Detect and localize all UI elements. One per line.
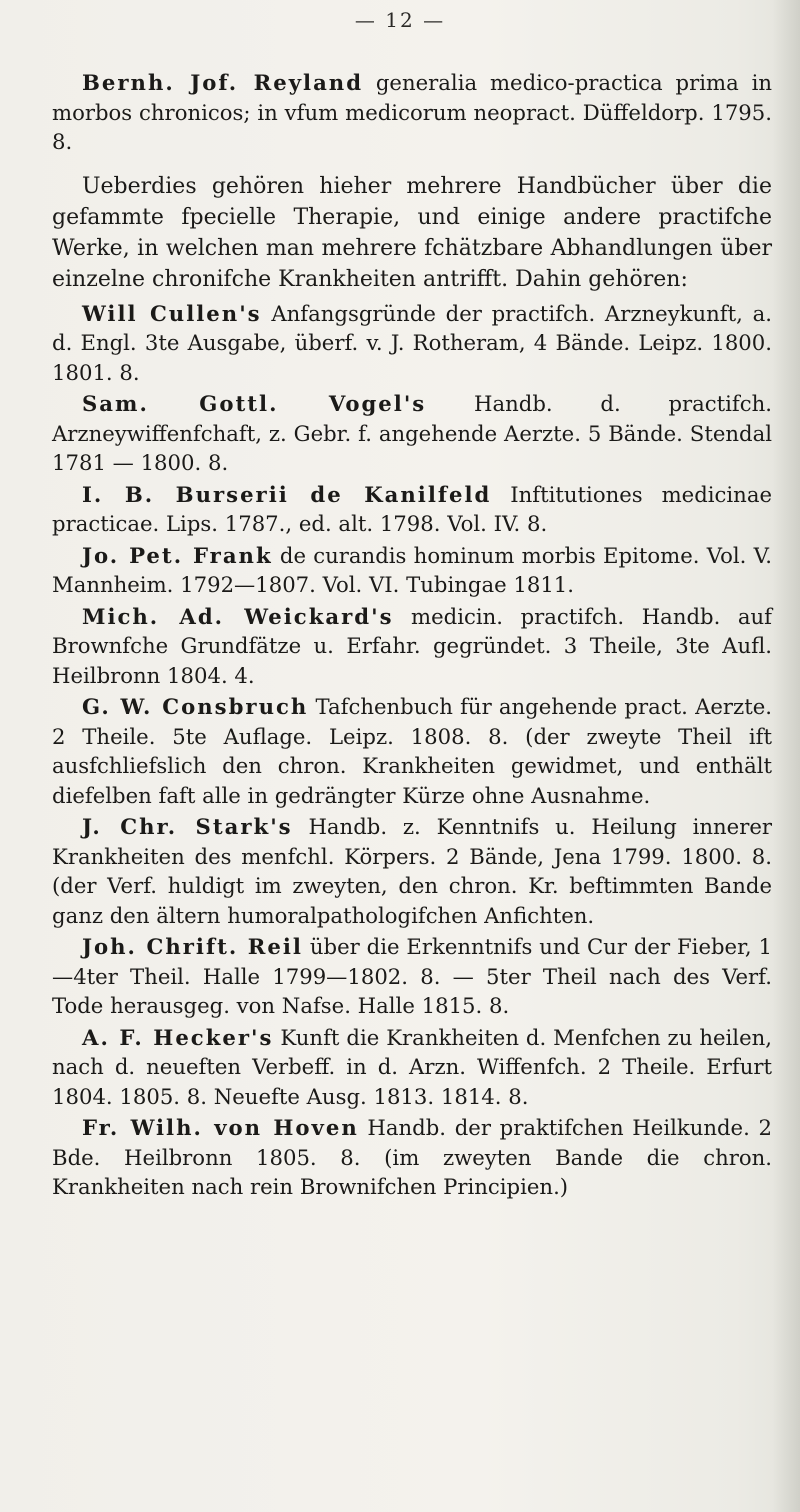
- entry-text: Handb. z. Kenntnifs u. Heilung innerer Krankheiten des menfchl. Körpers. 2 Bände, Jena 1799. 1800. 8. (der Verf. huldigt im zweyten, den chron. Kr. beftimmten Bande ganz den ältern humoralpathologifchen Anfichten.: [52, 814, 772, 928]
- entry-text: Kunft die Krankheiten d. Menfchen zu heilen, nach d. neueften Verbeff. in d. Arzn. Wiffenfch. 2 Theile. Erfurt 1804. 1805. 8. Neuefte Ausg. 1813. 1814. 8.: [52, 1024, 772, 1109]
- entry-author: J. Chr. Stark's: [82, 814, 293, 839]
- entry-text: medicin. practifch. Handb. auf Brownfche Grundfätze u. Erfahr. gegründet. 3 Theile, 3te Aufl. Heilbronn 1804. 4.: [52, 603, 772, 688]
- entry-author: A. F. Hecker's: [82, 1024, 274, 1050]
- entry-text: Anfangsgründe der practifch. Arzneykunft, a. d. Engl. 3te Ausgabe, überf. v. J. Rotheram, 4 Bände. Leipz. 1800. 1801. 8.: [52, 300, 772, 385]
- bibliography-entry: [52, 692, 772, 810]
- entry-author: Mich. Ad. Weickard's: [82, 603, 394, 629]
- entry-author: Jo. Pet. Frank: [82, 542, 273, 568]
- bibliography-entry: [52, 299, 772, 388]
- page-edge-shadow: [772, 0, 800, 1512]
- entry-author: I. B. Burserii de Kanilfeld: [82, 481, 492, 507]
- bibliography-entry: [52, 1023, 772, 1112]
- entry-author: Fr. Wilh. von Hoven: [82, 1115, 359, 1140]
- entry-author: Joh. Chrift. Reil: [82, 934, 303, 959]
- bibliography-entry: [52, 480, 772, 539]
- body-paragraph: Ueberdies gehören hieher mehrere Handbücher über die gefammte fpecielle Therapie, und einige andere practifche Werke, in welchen man mehrere fchätzbare Abhandlungen über einzelne chronifche Krankheiten antrifft. Dahin gehören:: [52, 173, 772, 292]
- entry-text: generalia medico-practica prima in morbos chronicos; in vfum medicorum neopract. Düffeldorp. 1795. 8.: [52, 70, 772, 154]
- page-content: [52, 68, 772, 1204]
- bibliography-entry: [52, 812, 772, 930]
- entry-text: Handb. der praktifchen Heilkunde. 2 Bde. Heilbronn 1805. 8. (im zweyten Bande die chron. Krankheiten nach rein Brownifchen Principien.): [52, 1115, 772, 1199]
- entry-text: Inftitutiones medicinae practicae. Lips. 1787., ed. alt. 1798. Vol. IV. 8.: [52, 481, 772, 536]
- bibliography-entry: [52, 1113, 772, 1202]
- bibliography-entry: [52, 602, 772, 691]
- entry-text: über die Erkenntnifs und Cur der Fieber, 1—4ter Theil. Halle 1799—1802. 8. — 5ter Theil nach des Verf. Tode herausgeg. von Nafse. Halle 1815. 8.: [52, 934, 773, 1018]
- entry-text: de curandis hominum morbis Epitome. Vol. V. Mannheim. 1792—1807. Vol. VI. Tubingae 1811.: [52, 542, 772, 597]
- entry-text: Handb. d. practifch. Arzneywiffenfchaft, z. Gebr. f. angehende Aerzte. 5 Bände. Stendal 1781 — 1800. 8.: [52, 391, 773, 475]
- bibliography-entry: [52, 541, 772, 600]
- entry-author: Bernh. Jof. Reyland: [82, 70, 364, 95]
- entry-text: Tafchenbuch für angehende pract. Aerzte. 2 Theile. 5te Auflage. Leipz. 1808. 8. (der zweyte Theil ift ausfchliefslich den chron. Krankheiten gewidmet, und enthält diefelben faft alle in gedrängter Kürze ohne Ausnahme.: [52, 694, 772, 808]
- entry-author: Will Cullen's: [82, 300, 262, 326]
- bibliography-entry: [52, 389, 772, 478]
- bibliography-entry: [52, 932, 772, 1021]
- entry-author: G. W. Consbruch: [82, 694, 309, 719]
- entry-author: Sam. Gottl. Vogel's: [82, 391, 427, 416]
- page-number: — 12 —: [354, 8, 446, 32]
- bibliography-entry: [52, 68, 772, 157]
